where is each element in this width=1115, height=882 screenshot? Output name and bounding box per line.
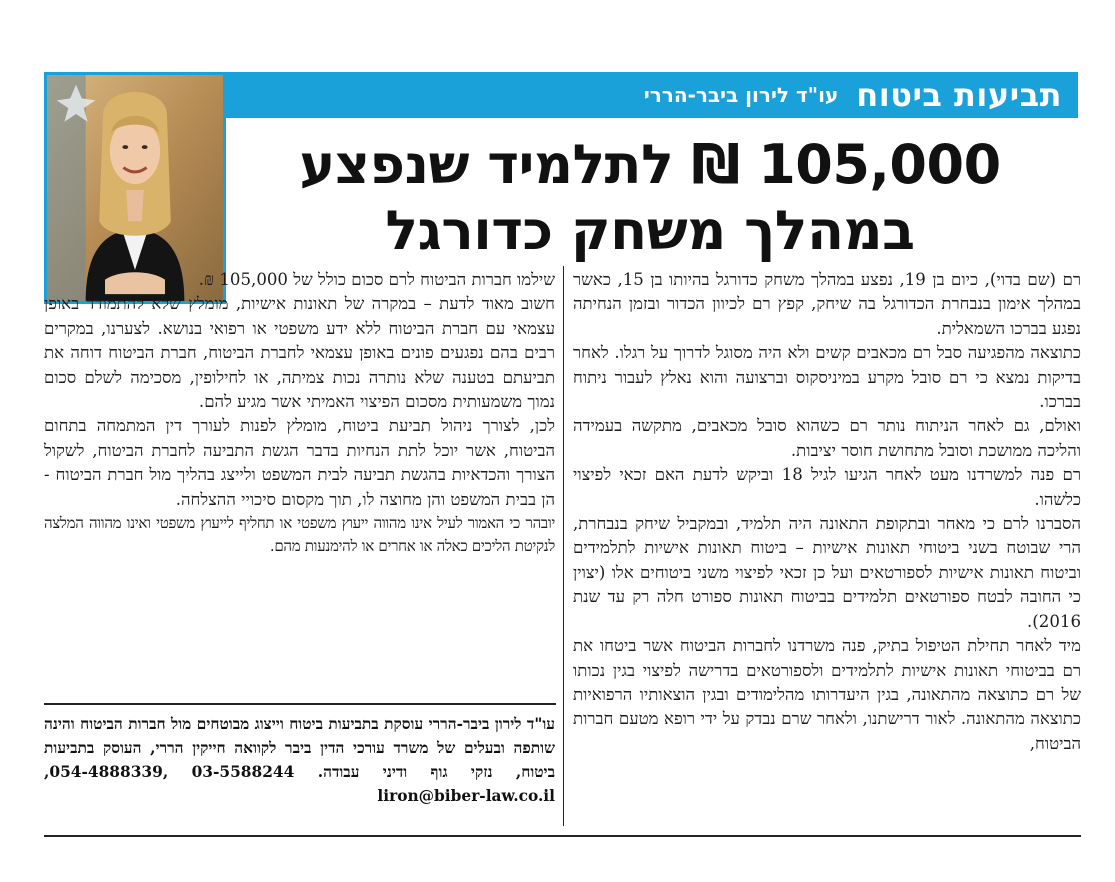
article-column-left — [44, 268, 555, 558]
paragraph: לכן, לצורך ניהול תביעת ביטוח, מומלץ לפנות לעורך דין המתמחה בתחום הביטוח, אשר יוכל לתת הנחיות בדבר הגשת התביעה לחברת הביטוח, לשקול הצורך והכדאיות בהגשת תביעה לבית המשפט ולייצג בהליך מול חברת הביטוח - הן בבית המשפט והן מחוצה לו, תוך מקסום סיכויי ההצלחה. — [44, 416, 555, 509]
paragraph: ואולם, גם לאחר הניתוח נותר רם כשהוא סובל מכאבים, מתקשה בעמידה והליכה ממושכת וסובל מתחושת חוסר יציבות. — [573, 416, 1081, 460]
column-divider — [563, 266, 564, 826]
paragraph: הסברנו לרם כי מאחר ובתקופת התאונה היה תלמיד, ובמקביל שיחק בנבחרת, הרי שבוטח בשני ביטוחי תאונות אישיות – ביטוח תאונות אישיות לתלמידים וביטוח תאונות אישיות לספורטאים ועל כן זכאי לפיצוי משני ביטוחים אלו (יצוין כי החובה לבטח ספורטאים תלמידים בביטוח תאונות ספורט חלה רק עד שנת 2016). — [573, 514, 1081, 631]
paragraph: כתוצאה מהפגיעה סבל רם מכאבים קשים ולא היה מסוגל לדרוך על רגלו. לאחר בדיקות נמצא כי רם סובל מקרע במיניסקוס וברצועה והוא נאלץ לעבור ניתוח בברכו. — [573, 343, 1081, 412]
paragraph: שילמו חברות הביטוח לרם סכום כולל של 105,000 ₪. — [198, 270, 555, 289]
paragraph: מיד לאחר תחילת הטיפול בתיק, פנה משרדנו לחברות הביטוח אשר ביטחו את רם בביטוחי תאונות אישיות לתלמידים ולספורטאים בדרישה לפיצוי בגין נכותו של רם כתוצאה מהתאונה, בגין היעדרותו מהלימודים ובגין הוצאותיו הרפואיות כתוצאה מהתאונה. לאור דרישתנו, ולאחר שרם נבדק על ידי רופא מטעם חברות הביטוח, — [573, 636, 1081, 753]
paragraph: רם פנה למשרדנו מעט לאחר הגיעו לגיל 18 וביקש לדעת האם זכאי לפיצוי כלשהו. — [573, 465, 1081, 509]
bio-text: עו"ד לירון ביבר-הררי עוסקת בתביעות ביטוח וייצוג מבוטחים מול חברות הביטוח והינה שותפה ובעלים של משרד עורכי הדין ביבר לקוואה חייקין הררי, העוסק בתביעות ביטוח, נזקי גוף ודיני עבודה. — [44, 715, 556, 781]
paragraph: חשוב מאוד לדעת – במקרה של תאונות אישיות, מומלץ שלא להתמודד באופן עצמאי עם חברת הביטוח ללא ידע משפטי או רפואי בנושא. לצערנו, במקרים רבים בהם נפגעים פונים באופן עצמאי לחברת הביטוח, חברת הביטוח דוחה את תביעתם בטענה שלא נותרה נכות צמיתה, או לחילופין, מסכימה לשלם סכום נמוך משמעותית מסכום הפיצוי האמיתי אשר מגיע להם. — [44, 294, 555, 412]
author-bio — [44, 712, 555, 808]
headline-line-2: במהלך משחק כדורגל — [385, 199, 915, 262]
phone-numbers: 03-5588244 ,054-4888339, — [44, 763, 295, 781]
bottom-rule — [44, 835, 1081, 837]
email-link[interactable]: liron@biber-law.co.il — [377, 787, 555, 805]
bio-divider — [44, 703, 556, 705]
headline — [240, 132, 1060, 264]
paragraph: רם (שם בדוי), כיום בן 19, נפצע במהלך משחק כדורגל בהיותו בן 15, כאשר במהלך אימון בנבחרת הכדורגל בה שיחק, קפץ רם לכיוון הכדור ובזמן הנחיתה נפגע בברכו השמאלית. — [573, 270, 1081, 338]
article-column-right — [573, 268, 1081, 756]
headline-line-1: 105,000 ₪ לתלמיד שנפצע — [299, 133, 1001, 196]
section-title: תביעות ביטוח — [856, 76, 1062, 114]
author-name: עו"ד לירון ביבר-הררי — [643, 83, 839, 107]
disclaimer: יובהר כי האמור לעיל אינו מהווה ייעוץ משפטי או תחליף לייעוץ משפטי ואינו מהווה המלצה לנקיטת הליכים כאלה או אחרים או להימנעות מהם. — [44, 514, 555, 556]
